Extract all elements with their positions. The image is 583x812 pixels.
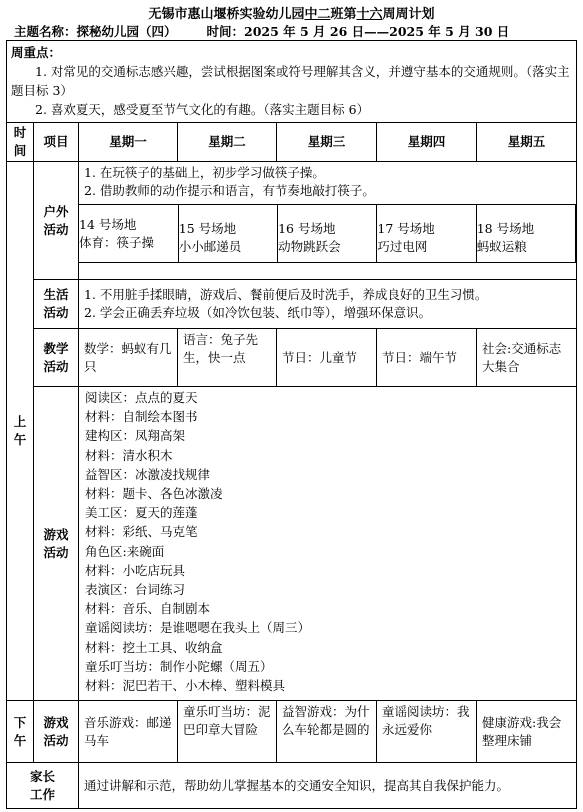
header-time: 时间 xyxy=(7,123,34,162)
teaching-day-4: 节日：端午节 xyxy=(377,329,477,387)
subtitle xyxy=(14,22,509,40)
outdoor-goal-2: 2. 借助教师的动作提示和语言，有节奏地敲打筷子。 xyxy=(84,183,375,198)
game-line: 材料：泥巴若干、小木棒、塑料模具 xyxy=(85,678,286,694)
game-line: 材料：小吃店玩具 xyxy=(85,562,186,578)
afternoon-day-1: 音乐游戏：邮递马车 xyxy=(79,701,178,763)
family-label: 家长工作 xyxy=(7,763,79,809)
game-line: 童乐叮当坊：制作小陀螺（周五） xyxy=(85,658,273,674)
outdoor-day-3: 16 号场地 动物跳跃会 xyxy=(278,205,377,263)
afternoon-game-label: 游戏活动 xyxy=(34,701,79,763)
theme-name: 主题名称：探秘幼儿园（四） xyxy=(14,24,177,39)
outdoor-row xyxy=(7,162,577,280)
teaching-label: 教学活动 xyxy=(34,329,79,387)
outdoor-day-2: 15 号场地 小小邮递员 xyxy=(178,205,277,263)
game-line: 材料：自制绘本图书 xyxy=(85,409,198,425)
outdoor-day-1: 14 号场地 体育：筷子操 xyxy=(79,205,178,263)
weekly-plan-table xyxy=(6,40,577,809)
outdoor-day-5: 18 号场地 蚂蚁运粮 xyxy=(476,205,575,263)
outdoor-days xyxy=(79,204,576,263)
focus-row xyxy=(7,41,577,123)
outdoor-label: 户外活动 xyxy=(34,162,79,280)
game-line: 角色区:来碗面 xyxy=(85,543,165,559)
teaching-day-2: 语言：兔子先生，快一点 xyxy=(178,329,277,387)
game-line: 材料：彩纸、马克笔 xyxy=(85,524,198,540)
title-school: 无锡市惠山堰桥实验幼儿园 xyxy=(148,7,305,22)
game-line: 表演区：台词练习 xyxy=(85,582,186,598)
focus-item-2: 2. 喜欢夏天，感受夏至节气文化的有趣。（落实主题目标 6） xyxy=(35,102,370,117)
focus-heading: 周重点： xyxy=(11,45,62,60)
game-line: 益智区：冰激凌找规律 xyxy=(85,466,211,482)
game-line: 童谣阅读坊：是谁嗯嗯在我头上（周三） xyxy=(85,620,311,636)
afternoon-day-5: 健康游戏:我会整理床铺 xyxy=(477,701,577,763)
teaching-day-5: 社会:交通标志大集合 xyxy=(477,329,577,387)
week-focus xyxy=(7,41,577,123)
game-line: 建构区：凤翔高架 xyxy=(85,428,186,444)
outdoor-day-4: 17 号场地 巧过电网 xyxy=(377,205,476,263)
life-content xyxy=(79,280,577,329)
life-item-1: 1. 不用脏手揉眼睛，游戏后、餐前便后及时洗手，养成良好的卫生习惯。 xyxy=(84,287,488,302)
game-line: 阅读区：点点的夏天 xyxy=(85,390,198,405)
header-day-4: 星期四 xyxy=(377,123,477,162)
life-label: 生活活动 xyxy=(34,280,79,329)
title-class: 中二 xyxy=(304,7,331,22)
family-row xyxy=(7,763,577,809)
game-line: 材料：挖土工具、收纳盒 xyxy=(85,639,223,655)
game-areas xyxy=(79,387,577,701)
game-label: 游戏活动 xyxy=(34,387,79,701)
focus-item-1: 1. 对常见的交通标志感兴趣，尝试根据图案或符号理解其含义，并遵守基本的交通规则。（落实主题目标 3） xyxy=(11,64,570,98)
game-line: 材料：音乐、自制剧本 xyxy=(85,601,211,617)
header-day-3: 星期三 xyxy=(277,123,377,162)
header-day-5: 星期五 xyxy=(477,123,577,162)
page-title xyxy=(0,3,583,22)
period-morning: 上午 xyxy=(7,162,34,701)
afternoon-day-3: 益智游戏：为什么车轮都是圆的 xyxy=(277,701,377,763)
life-item-2: 2. 学会正确丢弃垃圾（如冷饮包装、纸巾等），增强环保意识。 xyxy=(84,305,432,320)
game-line: 材料：清水积木 xyxy=(85,447,173,463)
header-row xyxy=(7,123,577,162)
game-line: 美工区：夏天的莲蓬 xyxy=(85,505,198,521)
period-afternoon: 下午 xyxy=(7,701,34,763)
game-row xyxy=(7,387,577,701)
header-day-1: 星期一 xyxy=(79,123,178,162)
life-row xyxy=(7,280,577,329)
teaching-day-1: 数学：蚂蚁有几只 xyxy=(79,329,178,387)
header-day-2: 星期二 xyxy=(178,123,277,162)
afternoon-day-2: 童乐叮当坊：泥巴印章大冒险 xyxy=(178,701,277,763)
title-week: 十六 xyxy=(356,7,383,22)
title-end: 周周计划 xyxy=(382,7,435,22)
afternoon-row xyxy=(7,701,577,763)
title-mid: 班第 xyxy=(330,7,357,22)
family-content: 通过讲解和示范，帮助幼儿掌握基本的交通安全知识，提高其自我保护能力。 xyxy=(79,763,577,809)
outdoor-content xyxy=(79,162,577,280)
teaching-day-3: 节日：儿童节 xyxy=(277,329,377,387)
teaching-row xyxy=(7,329,577,387)
game-line: 材料：题卡、各色冰激凌 xyxy=(85,486,223,502)
date-range: 时间：2025 年 5 月 26 日——2025 年 5 月 30 日 xyxy=(206,24,510,39)
outdoor-goal-1: 1. 在玩筷子的基础上，初步学习做筷子操。 xyxy=(84,165,325,180)
header-item: 项目 xyxy=(34,123,79,162)
afternoon-day-4: 童谣阅读坊：我永远爱你 xyxy=(377,701,477,763)
